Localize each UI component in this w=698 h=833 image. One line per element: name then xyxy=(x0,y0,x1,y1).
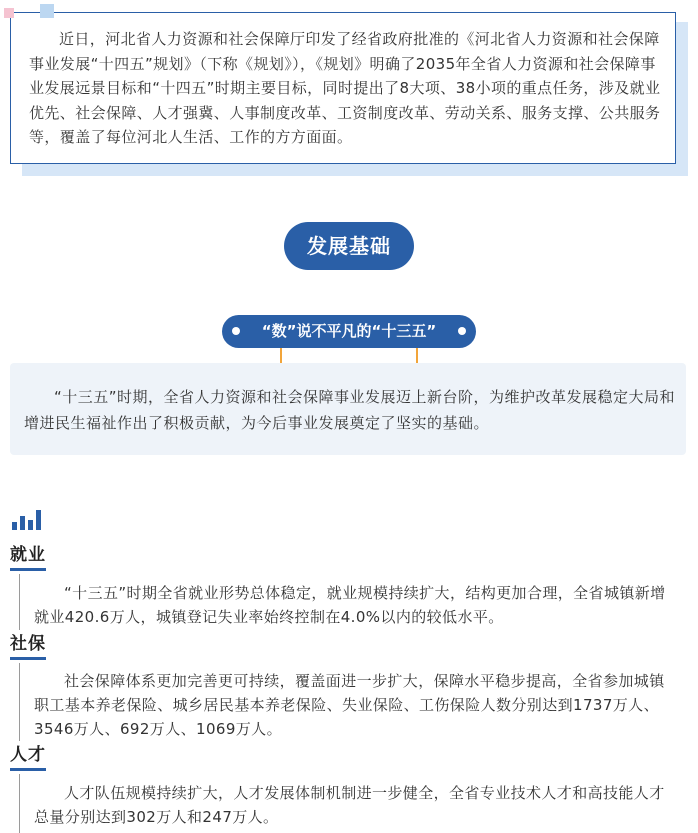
summary-text: “十三五”时期，全省人力资源和社会保障事业发展迈上新台阶，为维护改革发展稳定大局和增进民生福祉作出了积极贡献，为今后事业发展奠定了坚实的基础。 xyxy=(24,388,676,432)
decor-square-pink xyxy=(4,8,14,18)
category-text-talent: 人才队伍规模持续扩大，人才发展体制机制进一步健全，全省专业技术人才和高技能人才总量分别达到302万人和247万人。 xyxy=(34,784,665,826)
category-underline xyxy=(10,657,46,660)
category-title-talent: 人才 xyxy=(10,745,46,765)
summary-box xyxy=(10,363,686,455)
category-underline xyxy=(10,768,46,771)
category-title-social-security: 社保 xyxy=(10,634,46,654)
bar-chart-icon xyxy=(12,508,44,530)
category-side-line xyxy=(19,774,20,833)
category-text-employment: “十三五”时期全省就业形势总体稳定，就业规模持续扩大，结构更加合理，全省城镇新增就业420.6万人，城镇登记失业率始终控制在4.0%以内的较低水平。 xyxy=(34,584,666,626)
category-text-social-security: 社会保障体系更加完善更可持续，覆盖面进一步扩大，保障水平稳步提高，全省参加城镇职工基本养老保险、城乡居民基本养老保险、失业保险、工伤保险人数分别达到1737万人、3546万人、692万人、1069万人。 xyxy=(34,672,665,738)
intro-box xyxy=(10,12,676,164)
category-side-line xyxy=(19,574,20,630)
intro-text: 近日，河北省人力资源和社会保障厅印发了经省政府批准的《河北省人力资源和社会保障事业发展“十四五”规划》（下称《规划》），《规划》明确了2035年全省人力资源和社会保障事业发展远景目标和“十四五”时期主要目标，同时提出了8大项、38小项的重点任务，涉及就业优先、社会保障、人才强冀、人事制度改革、工资制度改革、劳动关系、服务支撑、公共服务等，覆盖了每位河北人生活、工作的方方面面。 xyxy=(29,30,661,146)
dot-icon xyxy=(232,327,240,335)
category-title-employment: 就业 xyxy=(10,545,46,565)
subtitle-text: “数”说不平凡的“十三五” xyxy=(261,322,437,340)
category-side-line xyxy=(19,663,20,741)
dot-icon xyxy=(458,327,466,335)
subtitle-pill xyxy=(222,315,476,348)
decor-square-blue xyxy=(40,4,54,18)
section-title: 发展基础 xyxy=(284,222,414,270)
category-underline xyxy=(10,568,46,571)
